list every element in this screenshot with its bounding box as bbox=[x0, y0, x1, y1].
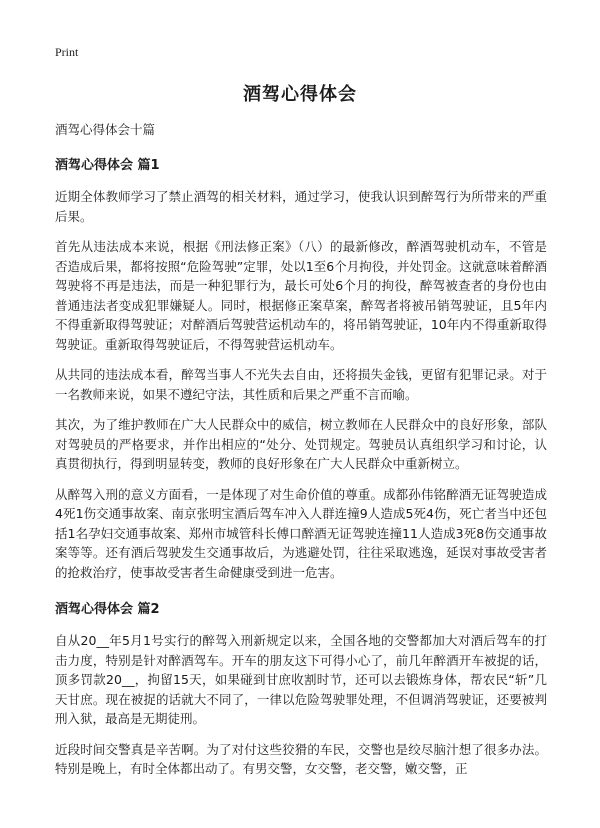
paragraph: 近期全体教师学习了禁止酒驾的相关材料，通过学习，使我认识到醉驾行为所带来的严重后果。 bbox=[55, 189, 547, 224]
document-title: 酒驾心得体会 bbox=[243, 84, 357, 105]
document-body bbox=[55, 120, 547, 790]
section-heading: 酒驾心得体会 篇1 bbox=[55, 158, 160, 173]
paragraph: 从共同的违法成本看，醉驾当事人不光失去自由，还将损失金钱，更留有犯罪记录。对于一名教师来说，如果不遵纪守法，其性质和后果之严重不言而喻。 bbox=[55, 367, 547, 402]
print-link[interactable]: Print bbox=[55, 45, 79, 59]
section-2 bbox=[55, 598, 547, 779]
paragraph: 从醉驾入刑的意义方面看，一是体现了对生命价值的尊重。成都孙伟铭醉酒无证驾驶造成4死1伤交通事故案、南京张明宝酒后驾车冲入人群连撞9人造成5死4伤，死亡者当中还包括1名孕妇交通事故案、郑州市城管科长傅口醉酒无证驾驶连撞11人造成3死8伤交通事故案等等。还有酒后驾驶发生交通事故后，为逃避处罚，往往采取逃逸，延误对事故受害者的抢救治疗，使事故受害者生命健康受到进一危害。 bbox=[55, 486, 547, 580]
section-1 bbox=[55, 154, 547, 582]
paragraph: 近段时间交警真是辛苦啊。为了对付这些狡猾的车民，交警也是绞尽脑汁想了很多办法。特别是晚上，有时全体都出动了。有男交警，女交警，老交警，嫩交警，正 bbox=[55, 741, 547, 776]
section-heading: 酒驾心得体会 篇2 bbox=[55, 602, 160, 617]
paragraph: 其次，为了维护教师在广大人民群众中的威信，树立教师在人民群众中的良好形象，部队对驾驶员的严格要求，并作出相应的“处分、处罚规定。驾驶员认真组织学习和讨论，认真贯彻执行，得到明显转变，教师的良好形象在广大人民群众中重新树立。 bbox=[55, 417, 547, 471]
document-subtitle: 酒驾心得体会十篇 bbox=[55, 122, 156, 137]
paragraph: 首先从违法成本来说，根据《刑法修正案》（八）的最新修改，醉酒驾驶机动车，不管是否造成后果，都将按照“危险驾驶”定罪，处以1至6个月拘役，并处罚金。这就意味着醉酒驾驶将不再是违法，而是一种犯罪行为，最长可处6个月的拘役，醉驾被查者的身份也由普通违法者变成犯罪嫌疑人。同时，根据修正案草案，醉驾者将被吊销驾驶证，且5年内不得重新取得驾驶证；对醉酒后驾驶营运机动车的，将吊销驾驶证，10年内不得重新取得驾驶证。重新取得驾驶证后，不得驾驶营运机动车。 bbox=[55, 239, 547, 352]
paragraph: 自从20__年5月1号实行的醉驾入刑新规定以来，全国各地的交警都加大对酒后驾车的打击力度，特别是针对醉酒驾车。开车的朋友这下可得小心了，前几年醉酒开车被捉的话，顶多罚款20__，拘留15天，如果碰到甘庶收割时节，还可以去锻炼身体，帮农民“斩”几天甘庶。现在被捉的话就大不同了，一律以危险驾驶罪处理，不但调消驾驶证，还要被判刑入狱，最高是无期徒刑。 bbox=[55, 633, 547, 726]
